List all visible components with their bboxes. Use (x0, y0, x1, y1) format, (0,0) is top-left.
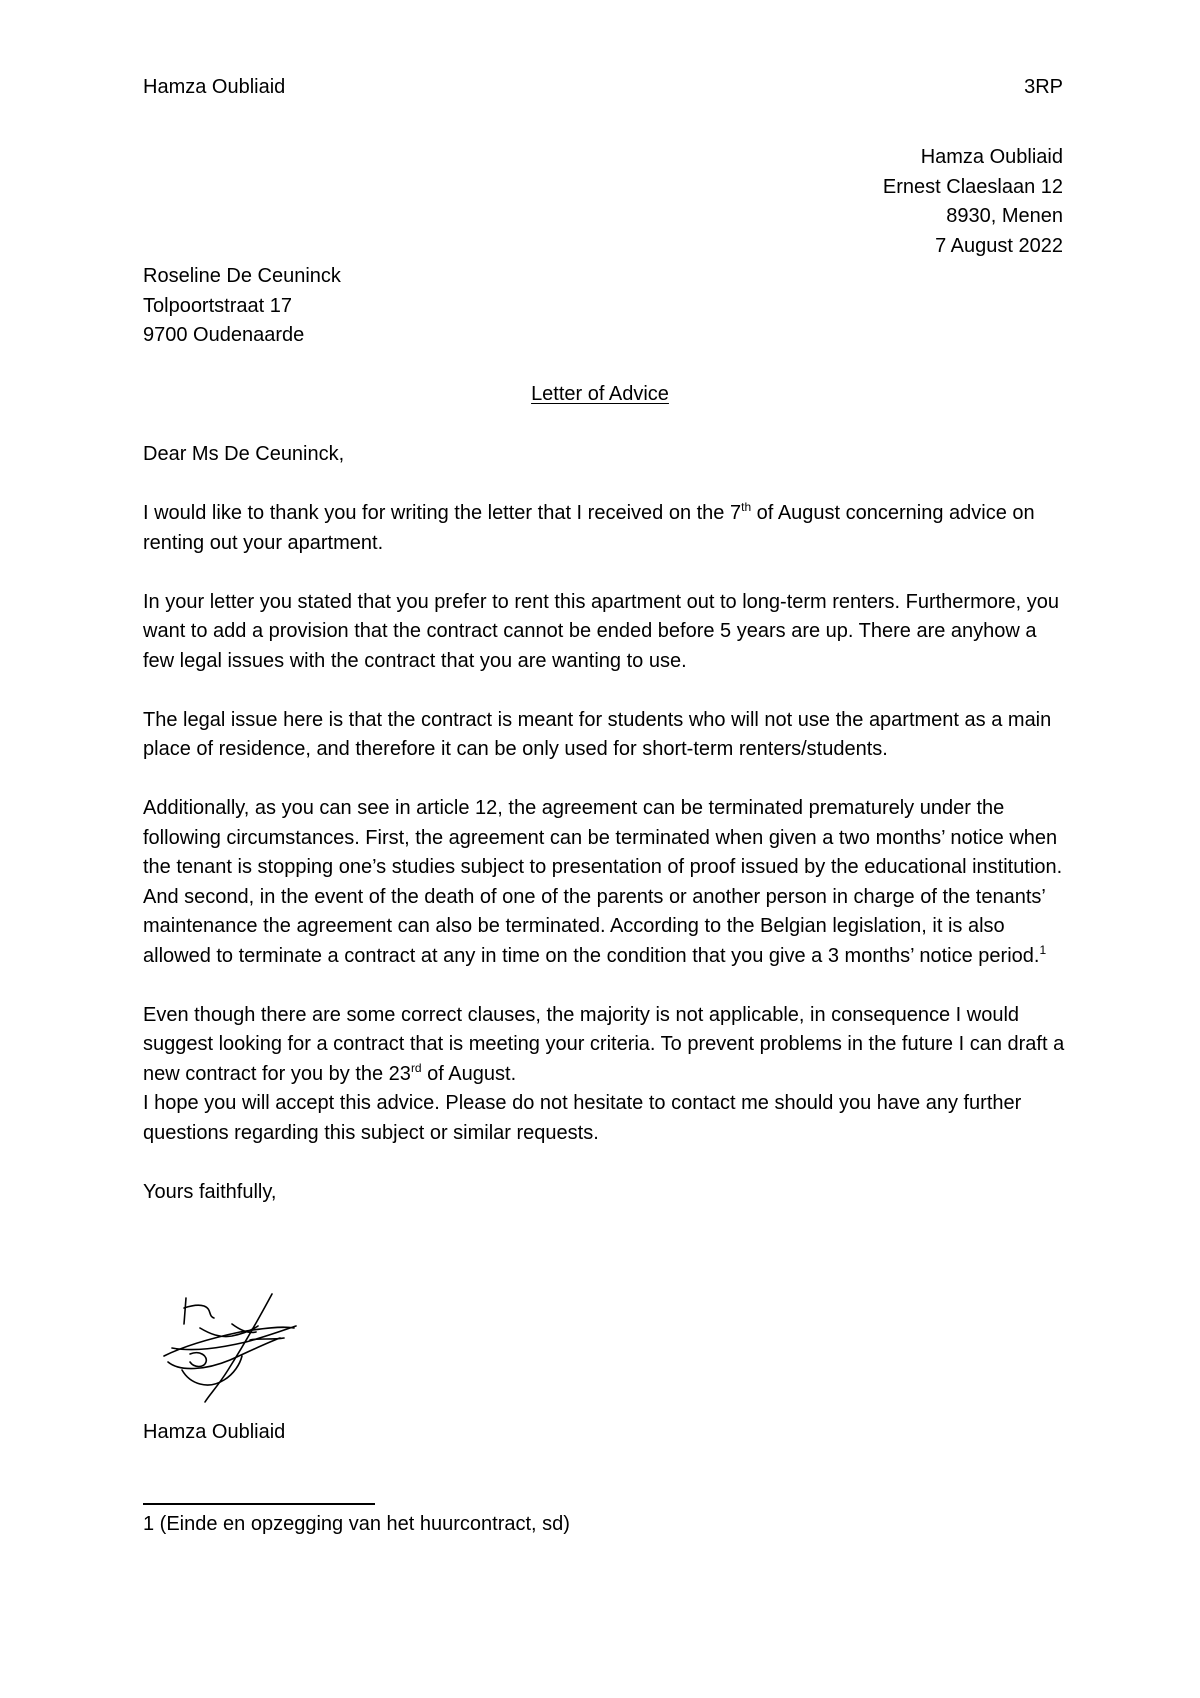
salutation: Dear Ms De Ceuninck, (143, 443, 345, 465)
paragraph-1-end: of August concerning advice on renting out your apartment. (143, 502, 1035, 554)
header-class-code: 3RP (1024, 76, 1063, 98)
paragraph-4 (143, 794, 1068, 971)
closing: Yours faithfully, (143, 1180, 277, 1203)
ordinal-suffix: th (741, 500, 752, 514)
letter-body (143, 440, 1068, 1207)
paragraph-5 (143, 1001, 1068, 1090)
sender-address (883, 143, 1063, 261)
footnote: 1 (Einde en opzegging van het huurcontract, sd) (143, 1513, 570, 1535)
paragraph-5-start: Even though there are some correct clauses, the majority is not applicable, in consequence I would suggest looking for a contract that is meeting your criteria. To prevent problems in the future I can draft a new contract for you by the 23 (143, 1003, 1065, 1085)
paragraph-5-end: of August. (421, 1062, 517, 1085)
subject-title: Letter of Advice (531, 383, 669, 405)
ordinal-suffix: rd (410, 1060, 422, 1075)
page-header (143, 73, 1063, 103)
paragraph-1 (143, 499, 1068, 558)
letter-date: 7 August 2022 (935, 234, 1063, 257)
recipient-name: Roseline De Ceuninck (143, 265, 341, 287)
recipient-street: Tolpoortstraat 17 (143, 294, 292, 317)
footnote-reference[interactable]: 1 (1039, 942, 1047, 957)
paragraph-6: I hope you will accept this advice. Please do not hesitate to contact me should you have any further questions regarding this subject or similar requests. (143, 1092, 1022, 1144)
sender-city: 8930, Menen (946, 205, 1063, 227)
sender-name: Hamza Oubliaid (920, 146, 1063, 168)
recipient-city: 9700 Oudenaarde (143, 324, 305, 346)
paragraph-4-text: Additionally, as you can see in article 12, the agreement can be terminated prematurely under the following circumstances. First, the agreement can be terminated when given a two months’ notice when the tenant is stopping one’s studies subject to presentation of proof issued by the educational institution. And second, in the event of the death of one of the parents or another person in charge of the tenants’ maintenance the agreement can also be terminated. According to the Belgian legislation, it is also allowed to terminate a contract at any in time on the condition that you give a 3 months’ notice period. (143, 797, 1063, 967)
letter-subject (0, 380, 1200, 410)
footnote-separator (143, 1503, 375, 1505)
sender-street: Ernest Claeslaan 12 (882, 175, 1063, 198)
signer-name: Hamza Oubliaid (143, 1421, 286, 1443)
paragraph-3: The legal issue here is that the contract is meant for students who will not use the apartment as a main place of residence, and therefore it can be only used for short-term renters/students. (143, 708, 1052, 760)
paragraph-2: In your letter you stated that you prefer to rent this apartment out to long-term renters. Furthermore, you want to add a provision that the contract cannot be ended before 5 years are up. There are anyhow a few legal issues with the contract that you are wanting to use. (143, 590, 1059, 672)
handwritten-signature (160, 1290, 310, 1405)
header-author: Hamza Oubliaid (143, 76, 286, 98)
recipient-address (143, 262, 341, 351)
paragraph-1-start: I would like to thank you for writing the letter that I received on the 7 (143, 502, 742, 524)
